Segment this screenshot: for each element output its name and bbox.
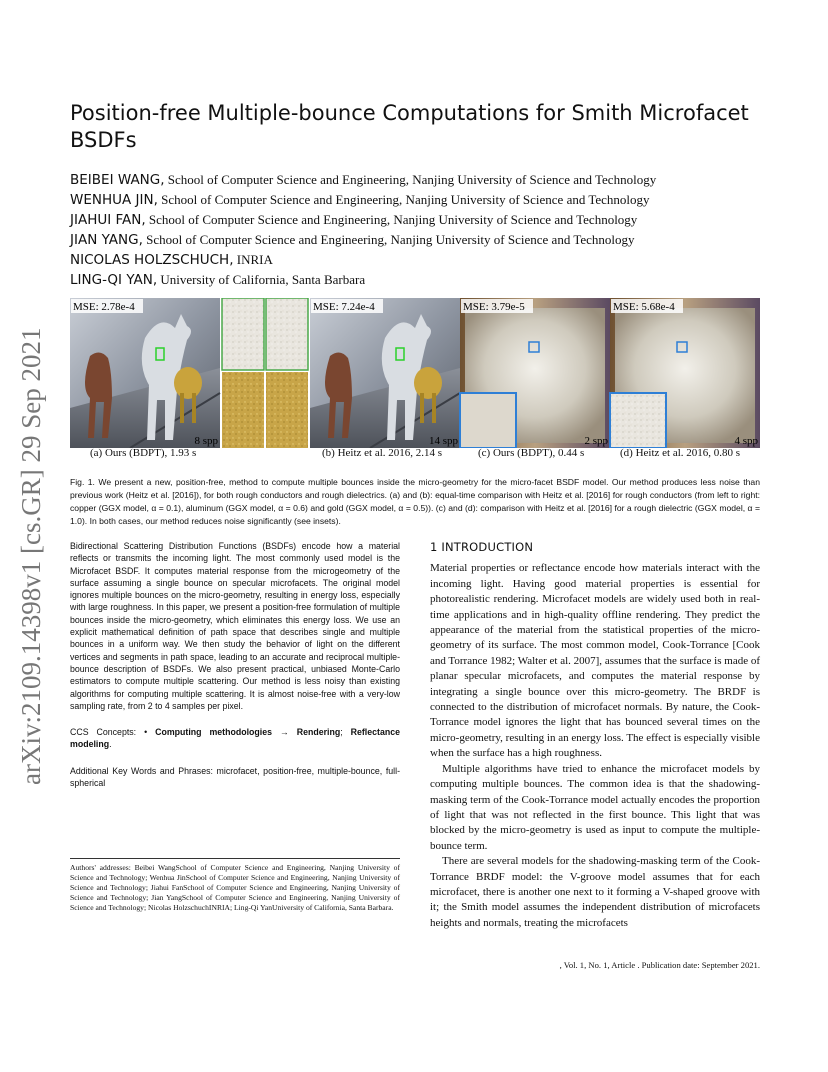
running-footer: , Vol. 1, No. 1, Article . Publication date: September 2021. bbox=[559, 960, 760, 970]
right-column bbox=[430, 540, 760, 931]
teaser-figure bbox=[70, 298, 760, 463]
panel-d-render bbox=[610, 298, 760, 448]
ccs-concepts: CCS Concepts: • Computing methodologies → Rendering; Reflectance modeling. bbox=[70, 727, 400, 750]
panel-a-label: (a) Ours (BDPT), 1.93 s bbox=[90, 447, 197, 459]
panel-a-mse: MSE: 2.78e-4 bbox=[73, 301, 135, 313]
author-line: JIAN YANG, School of Computer Science and Engineering, Nanjing University of Science and Technology bbox=[70, 232, 635, 248]
intro-paragraph: Multiple algorithms have tried to enhance the microfacet models by computing multiple bounces. The common idea is that the shadowing-masking term of the Cook-Torrance model actually encodes the proportion of light that was not reflected in the first bounce. This light that was blocked by the micro-geometry is used as input to compute the multiple-bounce term. bbox=[430, 762, 760, 852]
author-addresses-footnote: Authors' addresses: Beibei WangSchool of Computer Science and Engineering, Nanjing University of Science and Technology; Wenhua JinSchool of Computer Science and Engineering, Nanjing University of Science and Technology; Jiahui FanSchool of Computer Science and Engineering, Nanjing University of Science and Technology; Jian YangSchool of Computer Science and Engineering, Nanjing University of Science and Technology; Nicolas HolzschuchINRIA; Ling-Qi YanUniversity of California, Santa Barbara. bbox=[70, 858, 400, 913]
author-line: WENHUA JIN, School of Computer Science and Engineering, Nanjing University of Science and Technology bbox=[70, 192, 650, 208]
section-heading: 1 INTRODUCTION bbox=[430, 540, 534, 554]
intro-paragraph: Material properties or reflectance encode how materials interact with the incoming light. Having good material properties is essential for photorealistic rendering. Microfacet models are widely used both in real-time applications and in high-quality offline rendering. They predict the appearance of the material from the statistical properties of the micro-geometry of its surface. The most common model, Cook-Torrance [Cook and Torrance 1982; Walter et al. 2007], assumes that the surface is made of planar specular microfacets, and computes the material response by integrating a single bounce over this micro-geometry. The BRDF is connected to the distribution of microfacet normals. By nature, the Cook-Torrance model ignores the light that has bounced several times on the micro-geometry, resulting in an energy loss. The effect is especially visible when the surface has a high roughness. bbox=[430, 562, 760, 760]
panel-c-label: (c) Ours (BDPT), 0.44 s bbox=[478, 447, 585, 459]
panel-c-render bbox=[460, 298, 610, 448]
panel-c-spp: 2 spp bbox=[584, 435, 608, 447]
figure-caption: Fig. 1. We present a new, position-free, method to compute multiple bounces inside the micro-geometry for the micro-facet BSDF model. Our method produces less noise than previous work (Heitz et al. [2016]), for both rough conductors and rough dielectrics. (a) and (b): equal-time comparison with Heitz et al. [2016] for rough conductors (from left to right: copper (GGX model, α = 0.1), aluminum (GGX model, α = 0.6) and gold (GGX model, α = 0.5)). (c) and (d): comparison with Heitz et al. [2016] for a rough dielectric (GGX model, α = 1.0). In both cases, our method reduces noise significantly (see insets). bbox=[70, 477, 760, 526]
panel-a-spp: 8 spp bbox=[194, 435, 218, 447]
panel-d-spp: 4 spp bbox=[734, 435, 758, 447]
author-list bbox=[70, 170, 770, 290]
panel-d-label: (d) Heitz et al. 2016, 0.80 s bbox=[620, 447, 741, 459]
arxiv-stamp bbox=[6, 270, 50, 790]
author-line: LING-QI YAN, University of California, Santa Barbara bbox=[70, 272, 366, 288]
panel-b-spp: 14 spp bbox=[428, 435, 458, 447]
author-line: BEIBEI WANG, School of Computer Science and Engineering, Nanjing University of Science and Technology bbox=[70, 172, 657, 188]
author-line: NICOLAS HOLZSCHUCH, INRIA bbox=[70, 252, 273, 268]
intro-paragraph: There are several models for the shadowing-masking term of the Cook-Torrance BRDF model: the V-groove model assumes that for each microfacet, there is another one next to it forming a V-shaped groove with it; the Smith model assumes the independent distribution of microfacets heights and normals, treating the microfacets bbox=[430, 855, 760, 929]
arxiv-id: arXiv:2109.14398v1 [cs.GR] 29 Sep 2021 bbox=[16, 327, 46, 785]
left-column bbox=[70, 540, 400, 789]
panel-d-mse: MSE: 5.68e-4 bbox=[613, 301, 675, 313]
figure-subcaptions bbox=[70, 447, 760, 465]
panel-b-mse: MSE: 7.24e-4 bbox=[313, 301, 375, 313]
author-line: JIAHUI FAN, School of Computer Science and Engineering, Nanjing University of Science and Technology bbox=[70, 212, 638, 228]
panel-c-mse: MSE: 3.79e-5 bbox=[463, 301, 525, 313]
keywords: Additional Key Words and Phrases: microfacet, position-free, multiple-bounce, full-spherical bbox=[70, 765, 400, 789]
panel-a-render bbox=[70, 298, 220, 448]
panel-b-render bbox=[310, 298, 460, 448]
panel-b-label: (b) Heitz et al. 2016, 2.14 s bbox=[322, 447, 443, 459]
paper-title: Position-free Multiple-bounce Computations for Smith Microfacet BSDFs bbox=[70, 101, 749, 152]
abstract: Bidirectional Scattering Distribution Functions (BSDFs) encode how a material reflects or transmits the incoming light. The most commonly used model is the Microfacet BSDF. It computes material response from the microgeometry of the surface assuming a single bounce on specular microfacets. The original model ignores multiple bounces on the micro-geometry, resulting in energy loss, especially with large roughness. In this paper, we present a position-free formulation of multiple bounces inside the micro-geometry, which eliminates this energy loss. We use an explicit mathematical definition of path space that describes single and multiple bounces in a uniform way. We then study the behavior of light on the different vertices and segments in path space, leading to an accurate and reciprocal multiple-bounce description of BSDFs. We also present practical, unbiased Monte-Carlo estimators to compute multiple scattering. Our method is less noisy than existing algorithms for computing multiple scattering. It is almost noise-free with a very-low sampling rate, from 2 to 4 samples per pixel. bbox=[70, 541, 400, 711]
panel-a-insets bbox=[222, 298, 308, 448]
